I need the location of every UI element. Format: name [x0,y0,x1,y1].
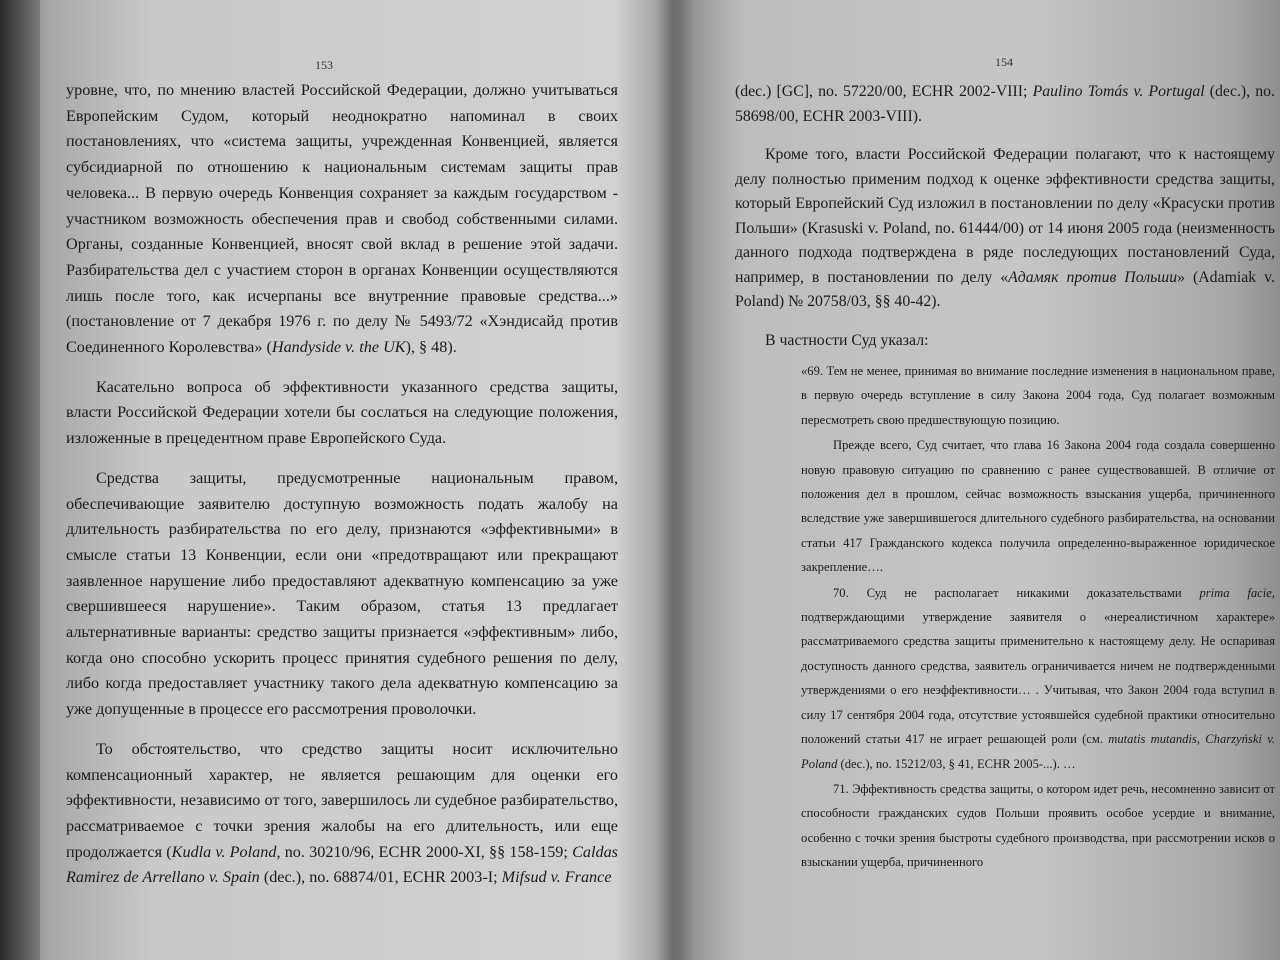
left-edge-shadow [0,0,40,960]
page-number: 154 [995,55,1013,69]
left-page-text [66,78,618,905]
case-citation: Kudla v. Poland [171,842,277,861]
quote-paragraph: 70. Суд не располагает никакими доказательствами prima facie, подтверждающими утверждение заявителя о «нереалистичном характере» рассматриваемого средства защиты применительно к настоящему делу. Не оспаривая доступность данного средства, заявитель ограничивается ничем не подтвержденными утверждениями о его неэффективности… . Учитывая, что Закон 2004 года вступил в силу 17 сентября 2004 года, отсутствие устоявшейся судебной практики относительно положений статьи 417 не играет решающей роли (см. mutatis mutandis, Charzyński v. Poland (dec.), no. 15212/03, § 41, ECHR 2005-...). … [801,585,1276,771]
paragraph: Касательно вопроса об эффективности указанного средства защиты, власти Российской Федерации хотели бы сослаться на следующие положения, изложенные в прецедентном праве Европейского Суда. [66,377,618,448]
case-citation: Paulino Tomás v. Portugal [1032,83,1205,100]
paragraph: уровне, что, по мнению властей Российской Федерации, должно учитываться Европейским Судом, который неоднократно напоминал в своих постановлениях, что «система защиты, учрежденная Конвенцией, является субсидиарной по отношению к национальным системам защиты прав человека... В первую очередь Конвенция сохраняет за каждым государством - участником возможность обеспечения прав и свобод собственными силами. Органы, созданные Конвенцией, вносят свой вклад в решение этой задачи. Разбирательства дел с участием сторон в органах Конвенции осуществляются лишь после того, как исчерпаны все внутренние правовые средства...» (постановление от 7 декабря 1976 г. по делу № 5493/72 «Хэндисайд против Соединенного Королевства» (Handyside v. the UK), § 48). [66,81,618,357]
left-page [40,0,620,960]
case-citation: Caldas Ramirez de Arrellano v. Spain [66,842,618,887]
right-page-text [735,80,1275,876]
paragraph: В частности Суд указал: [765,331,929,349]
case-citation: Адамяк против Польши [1008,268,1178,286]
right-page [715,0,1276,960]
page-number: 153 [315,58,333,72]
case-citation: mutatis mutandis, Charzyński v. Poland [801,732,1276,771]
quote-paragraph: Прежде всего, Суд считает, что глава 16 Закона 2004 года создала совершенно новую правовую ситуацию по сравнению с ранее существовавшей. В отличие от положения дел в прошлом, сейчас возможность взыскания ущерба, причиненного вследствие уже завершившегося длительного судебного разбирательства, на основании статьи 417 Гражданского кодекса получила определенно-выраженное юридическое закрепление…. [801,438,1275,575]
latin-term: prima facie, [1199,585,1275,600]
paragraph: То обстоятельство, что средство защиты носит исключительно компенсационный характер, не является решающим для оценки его эффективности, независимо от того, завершилось ли судебное разбирательство, рассматриваемое с точки зрения жалобы на его длительность, или еще продолжается (Kudla v. Poland, no. 30210/96, ECHR 2000-XI, §§ 158-159; Caldas Ramirez de Arrellano v. Spain (dec.), no. 68874/01, ECHR 2003-I; Mifsud v. France [66,739,618,887]
paragraph: Средства защиты, предусмотренные национальным правом, обеспечивающие заявителю доступную возможность подать жалобу на длительность разбирательства по его делу, признаются «эффективными» в смысле статьи 13 Конвенции, если они «предотвращают или прекращают заявленное нарушение либо предоставляют адекватную компенсацию за уже свершившееся нарушение». Таким образом, статья 13 предлагает альтернативные варианты: средство защиты признается «эффективным» либо, когда оно способно ускорить процесс принятия судебного решения по делу, либо когда предоставляет участнику такого дела адекватную компенсацию за уже допущенные в процессе его рассмотрения проволочки. [66,468,618,719]
paragraph: (dec.) [GC], no. 57220/00, ECHR 2002-VIII; Paulino Tomás v. Portugal (dec.), no. 58698/00, ECHR 2003-VIII). [735,83,1275,125]
block-quote [801,359,1275,875]
case-citation: Mifsud v. France [501,868,612,887]
book-gutter [655,0,695,960]
quote-paragraph: «69. Тем не менее, принимая во внимание последние изменения в национальном праве, в первую очередь вступление в силу Закона 2004 года, Суд полагает возможным пересмотреть свою предшествующую позицию. [801,364,1275,427]
case-citation: Handyside v. the UK [271,338,406,357]
quote-paragraph: 71. Эффективность средства защиты, о котором идет речь, несомненно зависит от способности гражданских судов Польши проявить особое усердие и внимание, особенно с точки зрения быстроты судебного производства, при рассмотрении исков о взыскании ущерба, причиненного [801,781,1275,870]
paragraph: Кроме того, власти Российской Федерации полагают, что к настоящему делу полностью применим подход к оценке эффективности средства защиты, который Европейский Суд изложил в постановлении по делу «Красуски против Польши» (Krasuski v. Poland, no. 61444/00) от 14 июня 2005 года (неизменность данного подхода подтверждена в ряде последующих постановлений Суда, например, в постановлении по делу «Адамяк против Польши» (Adamiak v. Poland) № 20758/03, §§ 40-42). [735,146,1275,310]
